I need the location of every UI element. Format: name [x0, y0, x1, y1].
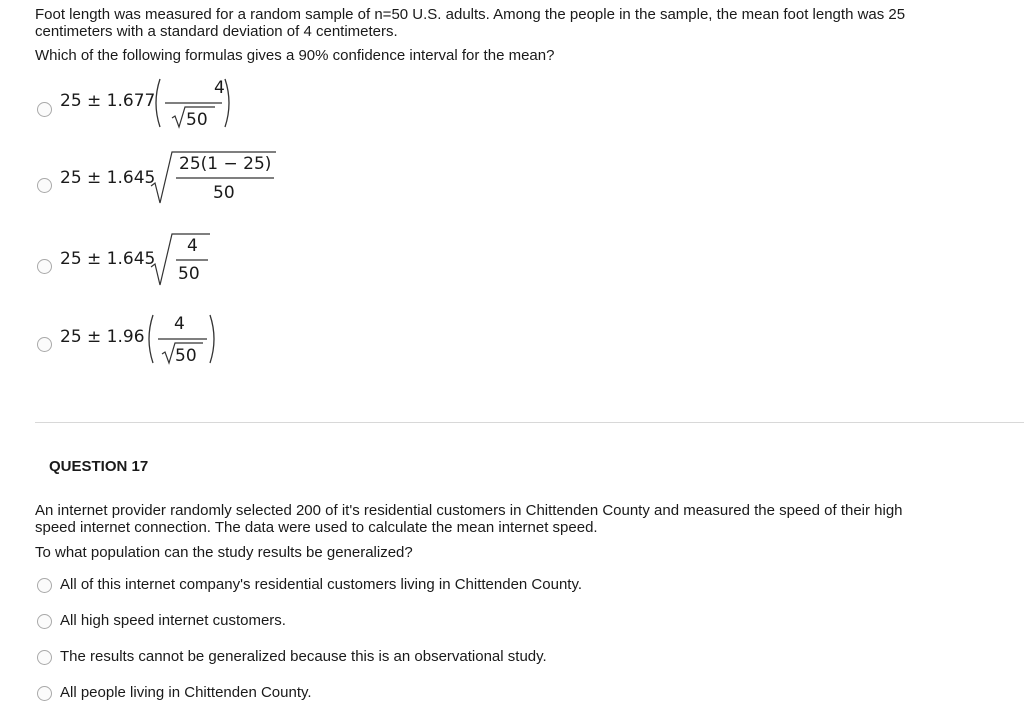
q16-option-c-radio[interactable] [37, 259, 52, 274]
q16-option-c-prefix: 25 ± 1.645 [60, 249, 156, 269]
q16-option-d-radio[interactable] [37, 337, 52, 352]
q16-option-a-denominator: 50 [186, 110, 208, 130]
q17-option-d-label[interactable]: All people living in Chittenden County. [60, 684, 312, 701]
question-divider [35, 422, 1024, 423]
q16-option-d-numerator: 4 [174, 314, 185, 334]
question-17-title: QUESTION 17 [49, 458, 149, 475]
q16-prompt: Which of the following formulas gives a 90% confidence interval for the mean? [35, 47, 555, 64]
q17-text-line2: speed internet connection. The data were used to calculate the mean internet speed. [35, 519, 598, 536]
q16-option-a-numerator: 4 [214, 78, 225, 98]
q17-option-c-radio[interactable] [37, 650, 52, 665]
q16-option-b-radio[interactable] [37, 178, 52, 193]
q17-option-a-label[interactable]: All of this internet company's residential customers living in Chittenden County. [60, 576, 583, 593]
q16-option-c-denominator: 50 [178, 264, 200, 284]
q16-text-line2: centimeters with a standard deviation of 4 centimeters. [35, 23, 398, 40]
q17-option-b-label[interactable]: All high speed internet customers. [60, 612, 286, 629]
q17-option-c-label[interactable]: The results cannot be generalized because this is an observational study. [60, 648, 547, 665]
q16-option-a-radio[interactable] [37, 102, 52, 117]
q16-option-b-numerator: 25(1 − 25) [179, 154, 272, 174]
q16-text-line1: Foot length was measured for a random sample of n=50 U.S. adults. Among the people in the sample, the mean foot length was 25 [35, 6, 906, 23]
q17-option-d-radio[interactable] [37, 686, 52, 701]
q17-option-b-radio[interactable] [37, 614, 52, 629]
q16-option-d-prefix: 25 ± 1.96 [60, 327, 145, 347]
q17-option-a-radio[interactable] [37, 578, 52, 593]
q17-text-line1: An internet provider randomly selected 200 of it's residential customers in Chittenden County and measured the speed of their high [35, 502, 903, 519]
q16-option-d-denominator: 50 [175, 346, 197, 366]
q16-option-c-numerator: 4 [187, 236, 198, 256]
q16-option-b-prefix: 25 ± 1.645 [60, 168, 156, 188]
q17-prompt: To what population can the study results be generalized? [35, 544, 413, 561]
q16-option-b-denominator: 50 [213, 183, 235, 203]
q16-option-a-prefix: 25 ± 1.677 [60, 91, 156, 111]
